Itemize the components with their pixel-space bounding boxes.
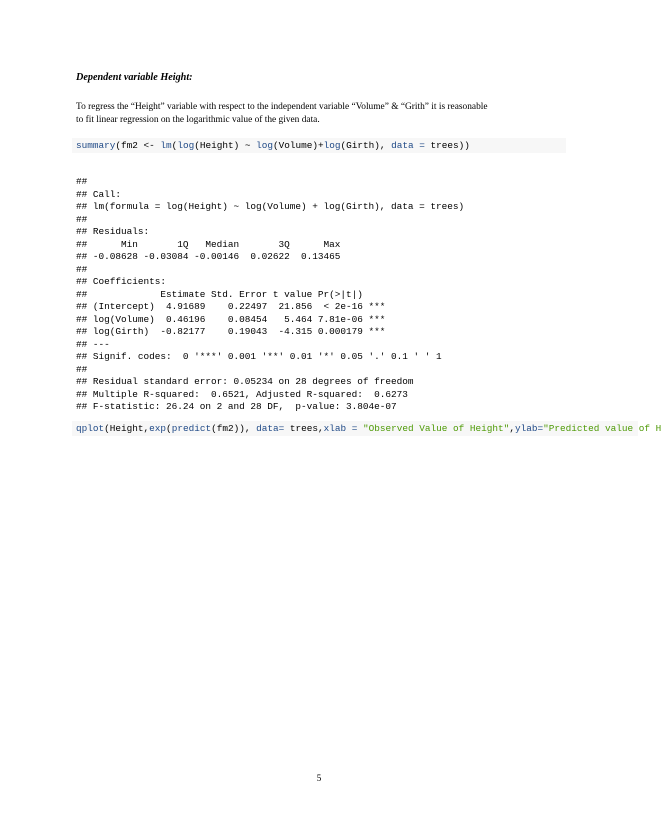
output-line: ## Signif. codes: 0 '***' 0.001 '**' 0.01 '*' 0.05 '.' 0.1 ' ' 1 xyxy=(76,351,442,362)
code-token: exp xyxy=(149,423,167,434)
code-token: trees, xyxy=(284,423,324,434)
output-line: ## Estimate Std. Error t value Pr(>|t|) xyxy=(76,288,363,300)
code-token: predict xyxy=(171,423,212,434)
output-line: ## Min 1Q Median 3Q Max xyxy=(76,238,341,250)
code-token: (Girth), xyxy=(340,140,392,151)
code-token: (Height, xyxy=(104,423,150,434)
output-line: ## log(Volume) 0.46196 0.08454 5.464 7.81e-06 *** xyxy=(76,313,386,325)
paragraph-line-2: to fit linear regression on the logarithmic value of the given data. xyxy=(76,115,320,125)
code-token: qplot xyxy=(76,423,105,434)
code-token: log xyxy=(177,140,195,151)
output-line: ## log(Girth) -0.82177 0.19043 -4.315 0.000179 *** xyxy=(76,326,386,337)
code-token: "Observed Value of Height" xyxy=(363,423,510,434)
code-token: summary xyxy=(76,140,116,151)
code-token: ylab= xyxy=(514,423,544,434)
code-line-qplot xyxy=(76,422,661,435)
section-heading: Dependent variable Height: xyxy=(76,72,193,83)
code-token: (fm2)), xyxy=(211,423,257,434)
code-block-summary xyxy=(72,138,566,153)
intro-paragraph xyxy=(76,101,571,127)
code-token: (Height) ~ xyxy=(194,140,257,151)
paragraph-line-1: To regress the “Height” variable with respect to the independent variable “Volume” & “Grith” it is reasonable xyxy=(76,102,488,112)
code-token: log xyxy=(323,140,341,151)
page-number: 5 xyxy=(316,774,322,784)
code-line-summary xyxy=(76,139,470,152)
output-line: ## Coefficients: xyxy=(76,276,167,287)
output-line: ## (Intercept) 4.91689 0.22497 21.856 < 2e-16 *** xyxy=(76,301,386,312)
output-line: ## F-statistic: 26.24 on 2 and 28 DF, p-value: 3.804e-07 xyxy=(76,401,397,412)
code-token: ( xyxy=(166,423,172,434)
output-line: ## -0.08628 -0.03084 -0.00146 0.02622 0.13465 xyxy=(76,251,341,262)
code-token: (Volume)+ xyxy=(272,140,324,151)
code-token: data = xyxy=(391,140,425,151)
output-line: ## xyxy=(76,363,88,375)
code-token: "Predicted value of H xyxy=(543,423,661,434)
output-line: ## xyxy=(76,213,88,225)
output-line: ## Multiple R-squared: 0.6521, Adjusted R-squared: 0.6273 xyxy=(76,388,408,400)
output-line: ## lm(formula = log(Height) ~ log(Volume) + log(Girth), data = trees) xyxy=(76,201,465,212)
code-token: trees)) xyxy=(424,140,470,151)
output-line: ## Call: xyxy=(76,188,122,200)
code-token: ( xyxy=(171,140,178,151)
console-output xyxy=(76,176,464,414)
code-token: xlab = xyxy=(323,423,358,434)
code-token: , xyxy=(509,423,515,434)
output-line: ## Residual standard error: 0.05234 on 28 degrees of freedom xyxy=(76,376,414,387)
output-line: ## Residuals: xyxy=(76,226,150,237)
code-token: lm xyxy=(160,140,172,151)
output-line: ## --- xyxy=(76,338,110,350)
output-line: ## xyxy=(76,263,88,275)
code-block-qplot xyxy=(72,421,661,436)
code-token: (fm2 <- xyxy=(115,140,161,151)
code-token: log xyxy=(256,140,273,151)
output-line: ## xyxy=(76,176,88,187)
code-token: data= xyxy=(256,423,285,434)
